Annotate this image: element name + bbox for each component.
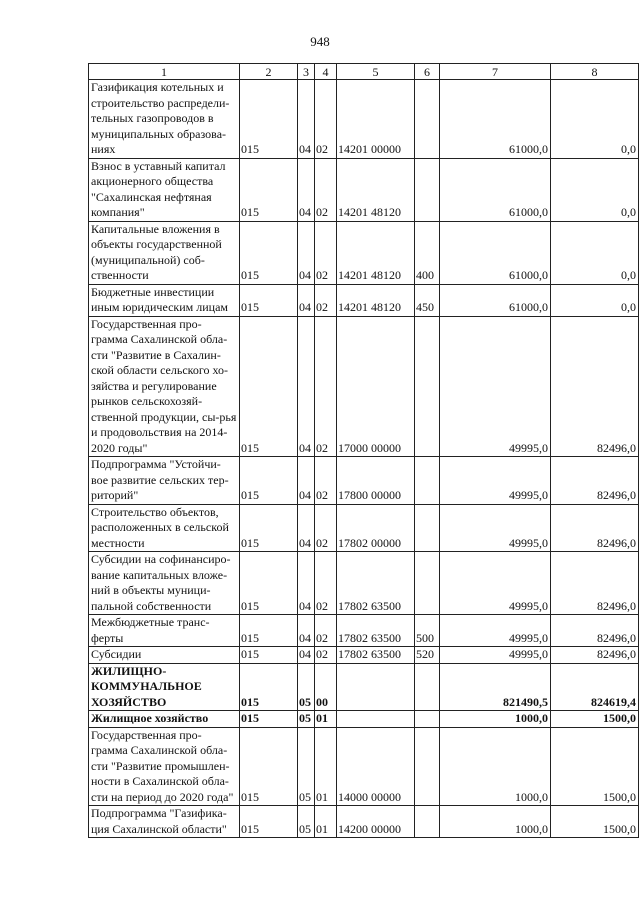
budget-table	[88, 63, 639, 838]
row-expense-type-cell: 400	[415, 221, 440, 284]
row-name-cell: Газификация котельных и строительство распредели-тельных газопроводов в муниципальных образова-ниях	[89, 80, 240, 159]
row-subsection-cell: 01	[315, 806, 337, 838]
row-section-cell: 04	[298, 457, 315, 505]
row-amount-year2-cell: 1500,0	[551, 806, 639, 838]
table-row	[89, 806, 639, 838]
row-amount-year1-cell: 1000,0	[440, 727, 551, 806]
row-amount-year2-cell: 82496,0	[551, 647, 639, 664]
row-admin-code-cell: 015	[240, 806, 298, 838]
row-amount-year2-cell: 82496,0	[551, 615, 639, 647]
row-section-cell: 04	[298, 158, 315, 221]
row-subsection-cell: 02	[315, 647, 337, 664]
row-expense-type-cell	[415, 457, 440, 505]
row-name-cell: Подпрограмма "Устойчи-вое развитие сельских тер-риторий"	[89, 457, 240, 505]
row-amount-year2-cell: 0,0	[551, 284, 639, 316]
row-amount-year2-cell: 0,0	[551, 80, 639, 159]
row-admin-code-cell: 015	[240, 457, 298, 505]
row-expense-type-cell: 520	[415, 647, 440, 664]
row-name-cell: Подпрограмма "Газифика-ция Сахалинской области"	[89, 806, 240, 838]
row-subsection-cell: 02	[315, 158, 337, 221]
row-target-article-cell	[337, 711, 415, 728]
row-subsection-cell: 02	[315, 457, 337, 505]
row-admin-code-cell: 015	[240, 284, 298, 316]
row-subsection-cell: 02	[315, 221, 337, 284]
table-header-row	[89, 64, 639, 80]
row-target-article-cell: 14201 48120	[337, 284, 415, 316]
header-cell: 2	[240, 64, 298, 80]
row-admin-code-cell: 015	[240, 80, 298, 159]
row-amount-year2-cell: 1500,0	[551, 711, 639, 728]
row-amount-year1-cell: 61000,0	[440, 80, 551, 159]
row-admin-code-cell: 015	[240, 727, 298, 806]
row-section-cell: 04	[298, 316, 315, 457]
row-name-cell: Межбюджетные транс-ферты	[89, 615, 240, 647]
row-amount-year1-cell: 61000,0	[440, 284, 551, 316]
row-expense-type-cell	[415, 663, 440, 711]
row-admin-code-cell: 015	[240, 504, 298, 552]
row-target-article-cell: 14000 00000	[337, 727, 415, 806]
row-name-cell: Государственная про-грамма Сахалинской обла-сти "Развитие в Сахалин-ской области сельского хо-зяйства и регулирование рынков сельскохозяй-ственной продукции, сы-рья и продовольствия на 2014-2020 годы"	[89, 316, 240, 457]
row-amount-year1-cell: 821490,5	[440, 663, 551, 711]
row-target-article-cell: 17802 63500	[337, 615, 415, 647]
row-amount-year1-cell: 49995,0	[440, 615, 551, 647]
row-expense-type-cell	[415, 727, 440, 806]
row-subsection-cell: 02	[315, 615, 337, 647]
row-target-article-cell: 17802 00000	[337, 504, 415, 552]
table-row	[89, 647, 639, 664]
row-name-cell: Бюджетные инвестиции иным юридическим лицам	[89, 284, 240, 316]
row-amount-year2-cell: 82496,0	[551, 316, 639, 457]
row-amount-year1-cell: 49995,0	[440, 316, 551, 457]
row-section-cell: 04	[298, 552, 315, 615]
table-row	[89, 552, 639, 615]
row-admin-code-cell: 015	[240, 221, 298, 284]
row-amount-year2-cell: 0,0	[551, 158, 639, 221]
table-row	[89, 158, 639, 221]
header-cell: 1	[89, 64, 240, 80]
page-number: 948	[310, 34, 330, 49]
header-cell: 6	[415, 64, 440, 80]
row-admin-code-cell: 015	[240, 552, 298, 615]
row-section-cell: 04	[298, 647, 315, 664]
row-target-article-cell: 14201 48120	[337, 158, 415, 221]
row-target-article-cell: 17802 63500	[337, 647, 415, 664]
row-expense-type-cell	[415, 80, 440, 159]
table-row	[89, 284, 639, 316]
row-subsection-cell: 02	[315, 80, 337, 159]
row-amount-year1-cell: 49995,0	[440, 504, 551, 552]
row-name-cell: Государственная про-грамма Сахалинской обла-сти "Развитие промышлен-ности в Сахалинской обла-сти на период до 2020 года"	[89, 727, 240, 806]
row-subsection-cell: 00	[315, 663, 337, 711]
row-amount-year1-cell: 61000,0	[440, 221, 551, 284]
row-section-cell: 04	[298, 80, 315, 159]
row-subsection-cell: 01	[315, 711, 337, 728]
row-section-cell: 04	[298, 504, 315, 552]
row-amount-year2-cell: 82496,0	[551, 457, 639, 505]
row-subsection-cell: 02	[315, 316, 337, 457]
header-cell: 5	[337, 64, 415, 80]
row-target-article-cell: 17802 63500	[337, 552, 415, 615]
header-cell: 7	[440, 64, 551, 80]
row-expense-type-cell: 450	[415, 284, 440, 316]
row-amount-year1-cell: 61000,0	[440, 158, 551, 221]
row-name-cell: ЖИЛИЩНО-КОММУНАЛЬНОЕ ХОЗЯЙСТВО	[89, 663, 240, 711]
table-row	[89, 457, 639, 505]
row-amount-year1-cell: 1000,0	[440, 806, 551, 838]
row-target-article-cell: 17800 00000	[337, 457, 415, 505]
row-admin-code-cell: 015	[240, 316, 298, 457]
row-subsection-cell: 02	[315, 552, 337, 615]
row-amount-year2-cell: 82496,0	[551, 552, 639, 615]
row-amount-year2-cell: 1500,0	[551, 727, 639, 806]
row-section-cell: 04	[298, 284, 315, 316]
row-name-cell: Строительство объектов, расположенных в сельской местности	[89, 504, 240, 552]
row-admin-code-cell: 015	[240, 647, 298, 664]
row-amount-year2-cell: 82496,0	[551, 504, 639, 552]
header-cell: 4	[315, 64, 337, 80]
row-amount-year1-cell: 49995,0	[440, 457, 551, 505]
table-row	[89, 80, 639, 159]
table-row	[89, 727, 639, 806]
row-target-article-cell: 14201 48120	[337, 221, 415, 284]
row-admin-code-cell: 015	[240, 158, 298, 221]
row-amount-year1-cell: 1000,0	[440, 711, 551, 728]
header-cell: 8	[551, 64, 639, 80]
table-row	[89, 316, 639, 457]
row-section-cell: 04	[298, 615, 315, 647]
row-subsection-cell: 02	[315, 284, 337, 316]
table-row	[89, 663, 639, 711]
header-cell: 3	[298, 64, 315, 80]
row-expense-type-cell	[415, 158, 440, 221]
row-name-cell: Субсидии	[89, 647, 240, 664]
row-amount-year1-cell: 49995,0	[440, 647, 551, 664]
row-section-cell: 05	[298, 727, 315, 806]
row-admin-code-cell: 015	[240, 615, 298, 647]
row-section-cell: 05	[298, 806, 315, 838]
row-subsection-cell: 02	[315, 504, 337, 552]
row-admin-code-cell: 015	[240, 711, 298, 728]
row-expense-type-cell	[415, 806, 440, 838]
row-amount-year2-cell: 0,0	[551, 221, 639, 284]
row-name-cell: Взнос в уставный капитал акционерного общества "Сахалинская нефтяная компания"	[89, 158, 240, 221]
row-amount-year1-cell: 49995,0	[440, 552, 551, 615]
row-admin-code-cell: 015	[240, 663, 298, 711]
row-expense-type-cell	[415, 316, 440, 457]
row-name-cell: Капитальные вложения в объекты государственной (муниципальной) соб-ственности	[89, 221, 240, 284]
row-expense-type-cell: 500	[415, 615, 440, 647]
row-target-article-cell: 17000 00000	[337, 316, 415, 457]
row-target-article-cell	[337, 663, 415, 711]
table-row	[89, 221, 639, 284]
row-name-cell: Жилищное хозяйство	[89, 711, 240, 728]
table-row	[89, 615, 639, 647]
row-target-article-cell: 14201 00000	[337, 80, 415, 159]
row-target-article-cell: 14200 00000	[337, 806, 415, 838]
row-section-cell: 05	[298, 663, 315, 711]
row-amount-year2-cell: 824619,4	[551, 663, 639, 711]
row-section-cell: 05	[298, 711, 315, 728]
row-expense-type-cell	[415, 711, 440, 728]
row-expense-type-cell	[415, 504, 440, 552]
row-expense-type-cell	[415, 552, 440, 615]
row-subsection-cell: 01	[315, 727, 337, 806]
table-row	[89, 711, 639, 728]
row-section-cell: 04	[298, 221, 315, 284]
row-name-cell: Субсидии на софинансиро-вание капитальных вложе-ний в объекты муници-пальной собственности	[89, 552, 240, 615]
table-row	[89, 504, 639, 552]
